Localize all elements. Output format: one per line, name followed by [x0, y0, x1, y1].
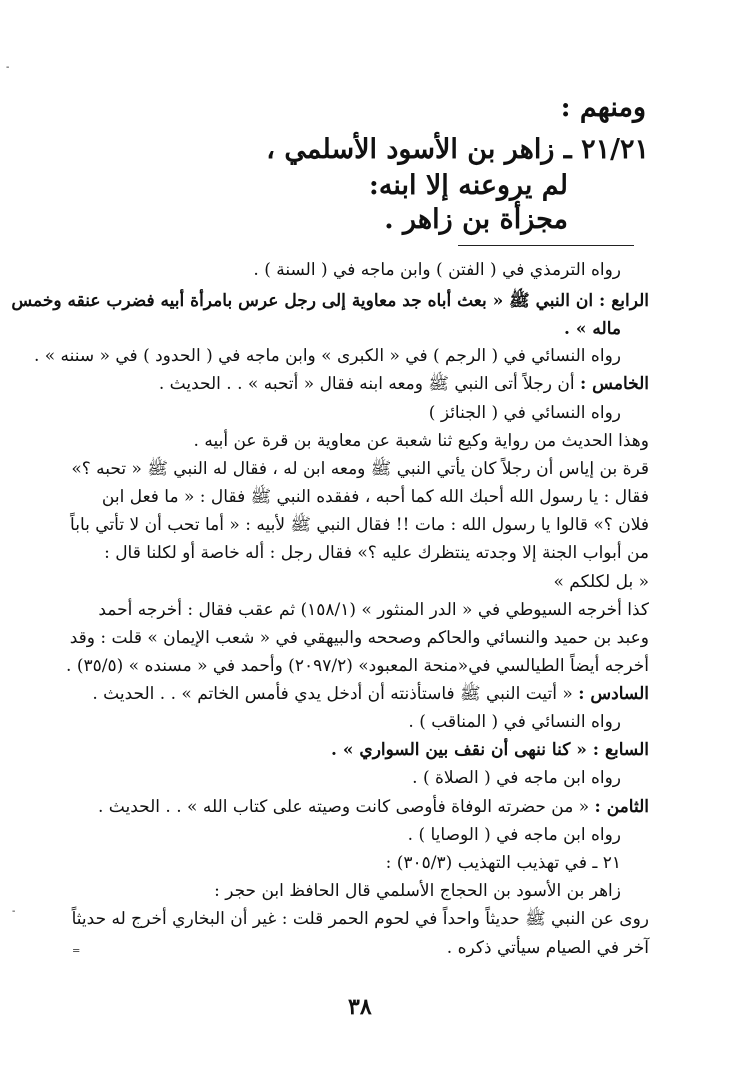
footnote-line: فقال : يا رسول الله أحبك الله كما أحبه ، ففقده النبي ﷺ فقال : « ما فعل ابن — [101, 487, 649, 507]
footnote-line: السادس : « أتيت النبي ﷺ فاستأذنته أن أدخل يدي فأمس الخاتم » . . الحديث . — [92, 684, 649, 704]
footnote-line: وهذا الحديث من رواية وكيع ثنا شعبة عن معاوية بن قرة عن أبيه . — [193, 431, 649, 451]
footnote-line: الخامس : أن رجلاً أتى النبي ﷺ ومعه ابنه فقال « أتحبه » . . الحديث . — [158, 374, 649, 394]
footnote-label: السابع : — [592, 740, 649, 760]
footnote-label: الخامس : — [579, 374, 649, 394]
footnote-line: رواه النسائي في ( الرجم ) في « الكبرى » وابن ماجه في ( الحدود ) في « سننه » . — [33, 346, 621, 366]
page-number: ٣٨ — [348, 994, 372, 1020]
footnote-label: السادس : — [578, 684, 649, 704]
footnote-line: من أبواب الجنة إلا وجدته ينتظرك عليه ؟» فقال رجل : أله خاصة أو لكلنا قال : — [104, 543, 649, 563]
footnote-line: ٢١ ـ في تهذيب التهذيب (٣٠٥/٣) : — [385, 853, 621, 873]
footnote-line: « بل لكلكم » — [553, 572, 649, 592]
footnote-line: قرة بن إياس أن رجلاً كان يأتي النبي ﷺ ومعه ابن له ، فقال له النبي ﷺ « تحبه ؟» — [71, 459, 649, 479]
footnote-line: رواه الترمذي في ( الفتن ) وابن ماجه في ( السنة ) . — [253, 260, 621, 280]
footnote-line: كذا أخرجه السيوطي في « الدر المنثور » (١٥٨/١) ثم عقب فقال : أخرجه أحمد — [98, 600, 649, 620]
entry-heading: ٢١/٢١ ـ زاهر بن الأسود الأسلمي ، — [266, 134, 649, 165]
footnote-line: رواه ابن ماجه في ( الصلاة ) . — [412, 768, 621, 788]
footnote-line: رواه النسائي في ( المناقب ) . — [408, 712, 621, 732]
footnote-line: الرابع : ان النبي ﷺ « بعث أباه جد معاوية إلى رجل عرس بامرأة أبيه فضرب عنقه وخمس — [11, 291, 649, 311]
footnote-line: الثامن : « من حضرته الوفاة فأوصى كانت وصيته على كتاب الله » . . الحديث . — [98, 797, 649, 817]
footnote-line: روى عن النبي ﷺ حديثاً واحداً في لحوم الحمر قلت : غير أن البخاري أخرج له حديثاً — [71, 909, 649, 929]
footnote-line: رواه النسائي في ( الجنائز ) — [428, 403, 621, 423]
margin-mark: - — [12, 906, 16, 917]
footnote-separator — [458, 245, 634, 246]
margin-mark: = — [72, 946, 81, 957]
footnote-line: آخر في الصيام سيأتي ذكره . — [446, 938, 649, 958]
narrator-note: لم يروعنه إلا ابنه: — [368, 170, 568, 201]
footnote-line: زاهر بن الأسود بن الحجاج الأسلمي قال الحافظ ابن حجر : — [214, 881, 621, 901]
son-name: مجزأة بن زاهر . — [384, 204, 568, 235]
footnote-line: السابع : « كنا ننهى أن نقف بين السواري » . — [331, 740, 649, 760]
footnote-line: أخرجه أيضاً الطيالسي في«منحة المعبود» (٢٠٩٧/٢) وأحمد في « مسنده » (٣٥/٥) . — [66, 656, 649, 676]
minhum-heading: ومنهم : — [560, 92, 646, 123]
footnote-line: ماله » . — [564, 319, 621, 339]
margin-mark: - — [6, 62, 10, 73]
footnote-label: الرابع : — [599, 291, 649, 311]
footnote-line: فلان ؟» قالوا يا رسول الله : مات !! فقال النبي ﷺ لأبيه : « أما تحب أن لا تأتي باباً — [70, 515, 649, 535]
footnote-line: وعبد بن حميد والنسائي والحاكم وصححه والبيهقي في « شعب الإيمان » قلت : وقد — [69, 628, 649, 648]
footnote-line: رواه ابن ماجه في ( الوصايا ) . — [407, 825, 621, 845]
footnote-label: الثامن : — [594, 797, 649, 817]
